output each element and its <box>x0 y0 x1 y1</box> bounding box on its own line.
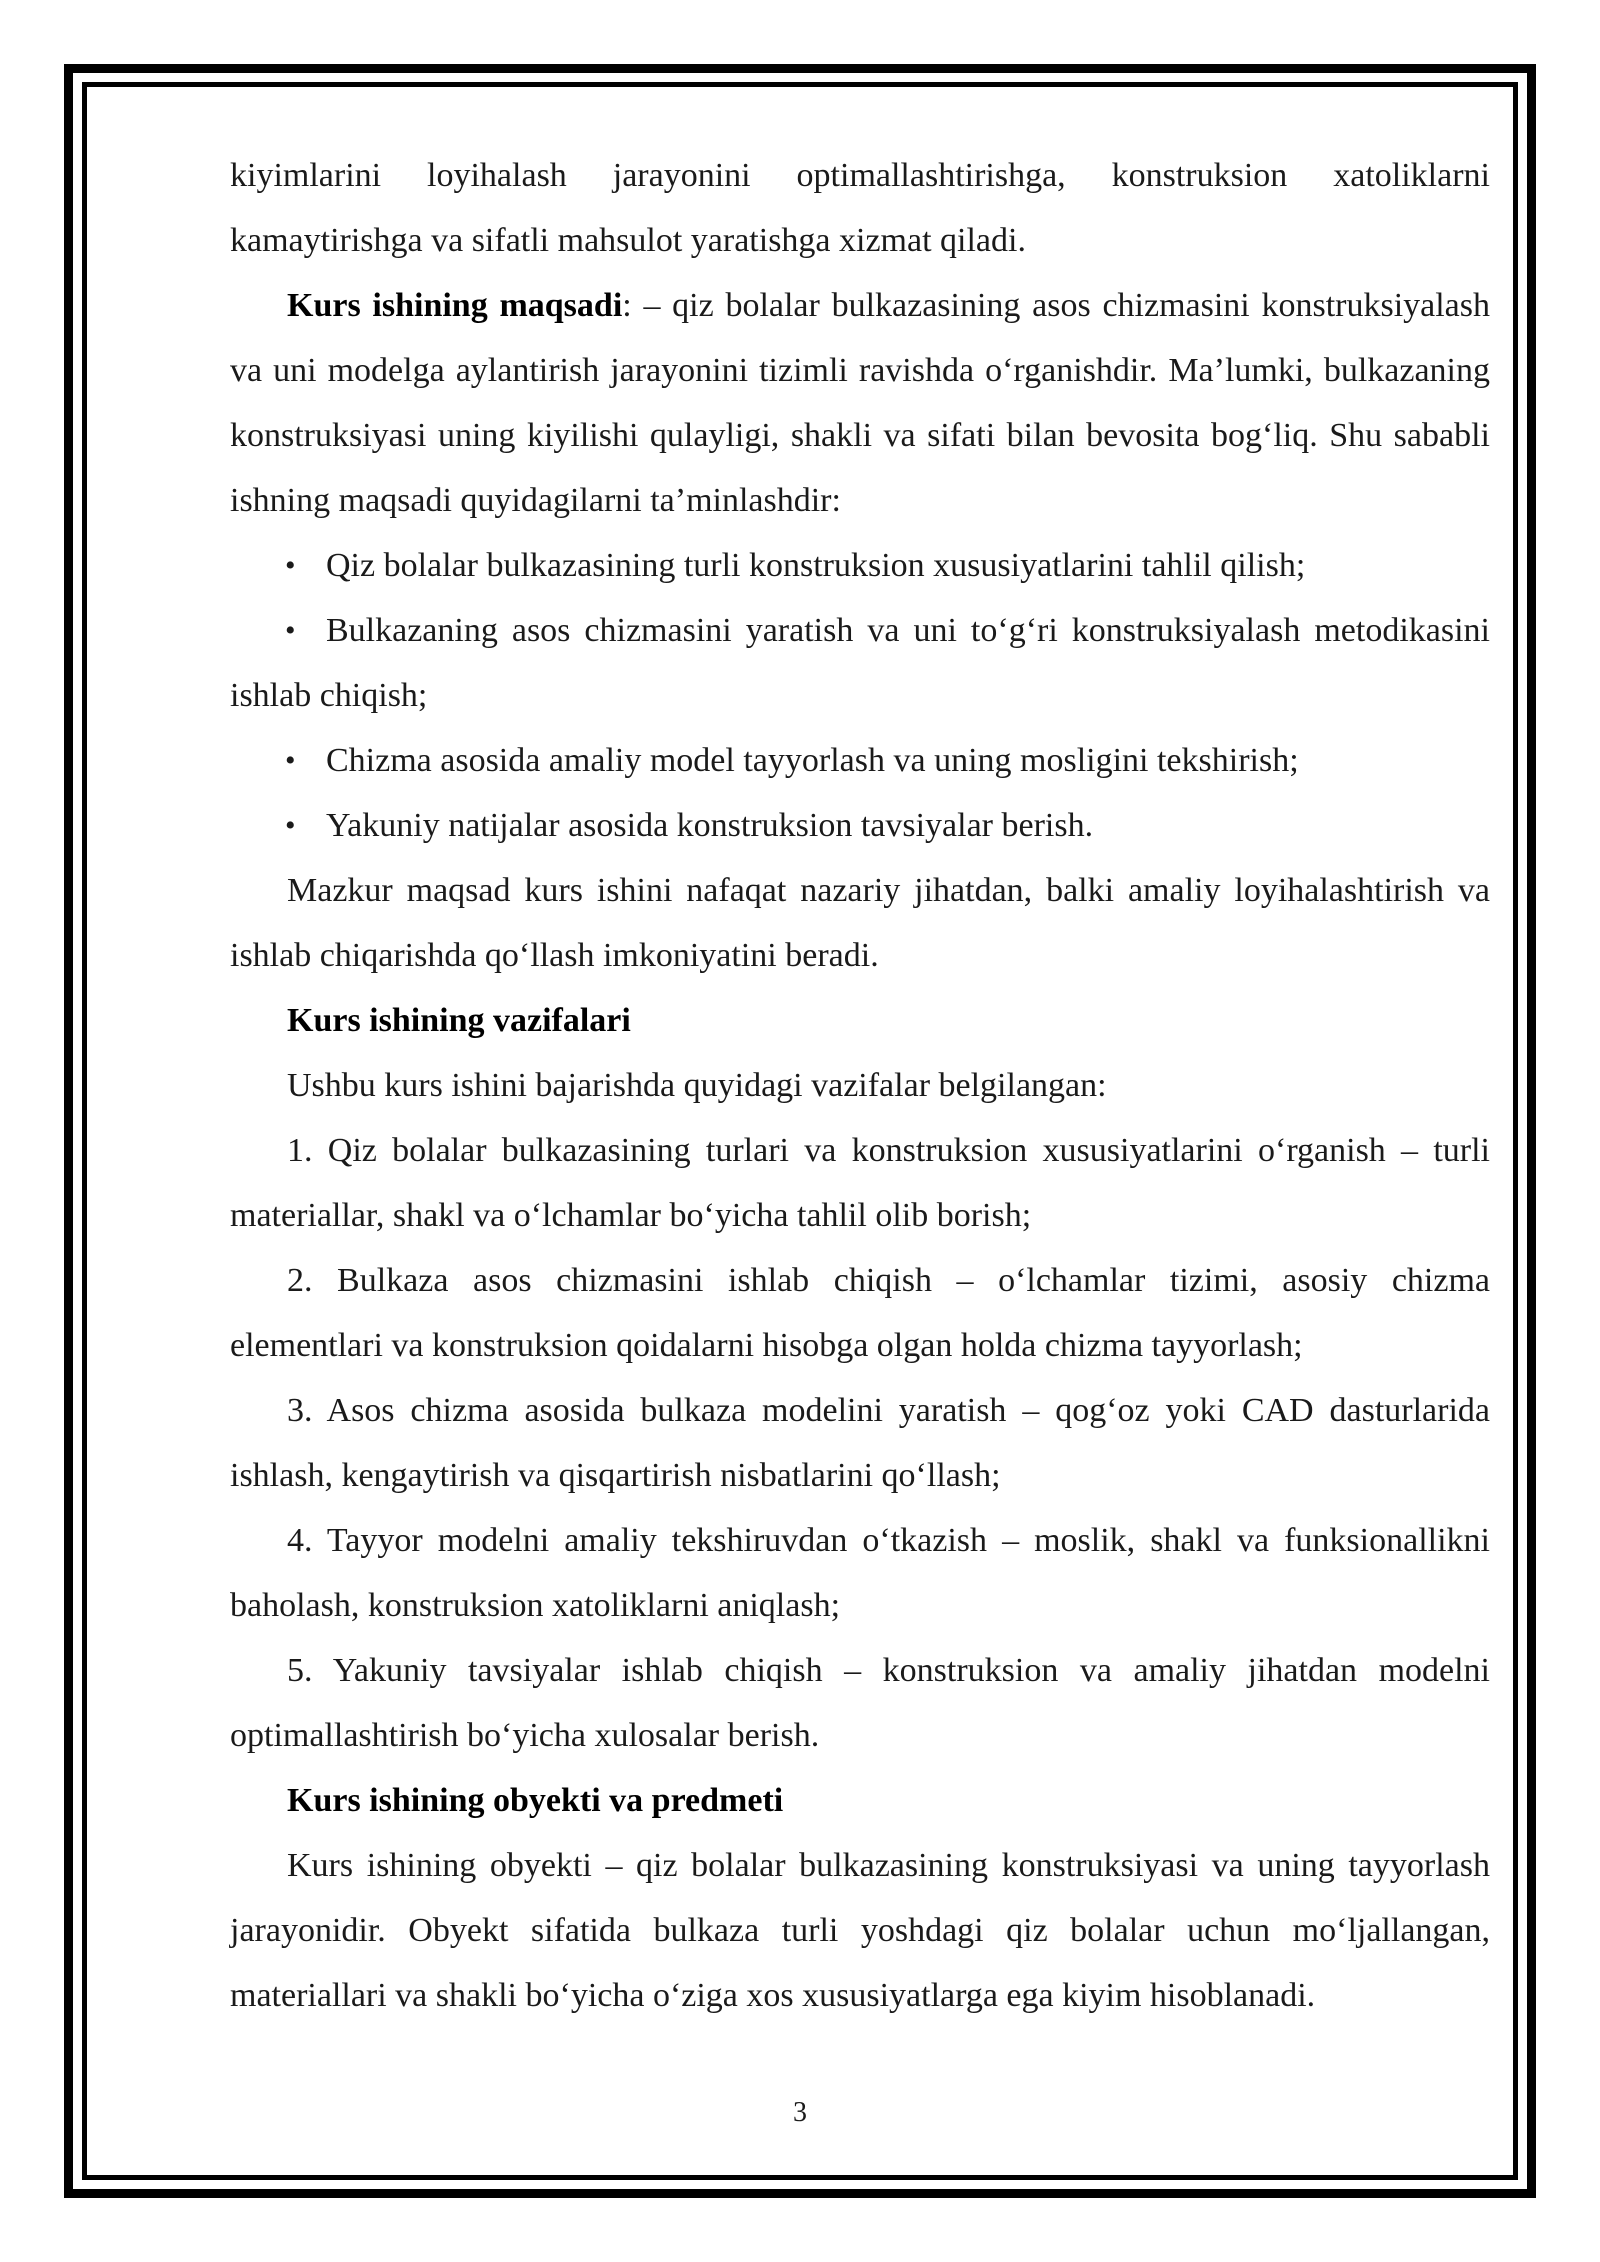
goal-bullet-item: • Qiz bolalar bulkazasining turli konstruksion xususiyatlarini tahlil qilish; <box>230 533 1490 598</box>
document-body <box>230 143 1490 2028</box>
paragraph-goal <box>230 273 1490 533</box>
paragraph-goal-summary: Mazkur maqsad kurs ishini nafaqat nazariy jihatdan, balki amaliy loyihalashtirish va ishlab chiqarishda qo‘llash imkoniyatini beradi. <box>230 872 1490 974</box>
tasks-heading <box>230 988 1490 1053</box>
goal-text: : – qiz bolalar bulkazasining asos chizmasini konstruksiyalash va uni modelga aylantirish jarayonini tizimli ravishda o‘rganishdir. Ma’lumki, bulkazaning konstruksiyasi uning kiyilishi qulayligi, shakli va sifati bilan bevosita bog‘liq. Shu sababli ishning maqsadi quyidagilarni ta’minlashdir: <box>230 287 1490 519</box>
goal-bullet-item: • Bulkazaning asos chizmasini yaratish va uni to‘g‘ri konstruksiyalash metodikasini ishlab chiqish; <box>230 598 1490 728</box>
task-item: 4. Tayyor modelni amaliy tekshiruvdan o‘tkazish – moslik, shakl va funksionallikni baholash, konstruksion xatoliklarni aniqlash; <box>230 1522 1490 1624</box>
object-heading-text: Kurs ishining obyekti va predmeti <box>287 1782 784 1819</box>
task-item: 3. Asos chizma asosida bulkaza modelini yaratish – qog‘oz yoki CAD dasturlarida ishlash, kengaytirish va qisqartirish nisbatlarini qo‘llash; <box>230 1392 1490 1494</box>
goal-bullet-item: • Chizma asosida amaliy model tayyorlash va uning mosligini tekshirish; <box>230 728 1490 793</box>
paragraph-tasks-intro: Ushbu kurs ishini bajarishda quyidagi vazifalar belgilangan: <box>287 1067 1107 1104</box>
task-item: 2. Bulkaza asos chizmasini ishlab chiqish – o‘lchamlar tizimi, asosiy chizma elementlari va konstruksion qoidalarni hisobga olgan holda chizma tayyorlash; <box>230 1262 1490 1364</box>
page-number: 3 <box>793 2097 807 2128</box>
task-item: 5. Yakuniy tavsiyalar ishlab chiqish – konstruksion va amaliy jihatdan modelni optimallashtirish bo‘yicha xulosalar berish. <box>230 1652 1490 1754</box>
paragraph-object: Kurs ishining obyekti – qiz bolalar bulkazasining konstruksiyasi va uning tayyorlash jarayonidir. Obyekt sifatida bulkaza turli yoshdagi qiz bolalar uchun mo‘ljallangan, materiallari va shakli bo‘yicha o‘ziga xos xususiyatlarga ega kiyim hisoblanadi. <box>230 1847 1490 2014</box>
paragraph-intro-continuation: kiyimlarini loyihalash jarayonini optimallashtirishga, konstruksion xatoliklarni kamaytirishga va sifatli mahsulot yaratishga xizmat qiladi. <box>230 157 1490 259</box>
object-heading <box>230 1768 1490 1833</box>
task-item: 1. Qiz bolalar bulkazasining turlari va konstruksion xususiyatlarini o‘rganish – turli materiallar, shakl va o‘lchamlar bo‘yicha tahlil olib borish; <box>230 1132 1490 1234</box>
goal-bullet-item: • Yakuniy natijalar asosida konstruksion tavsiyalar berish. <box>230 793 1490 858</box>
tasks-heading-text: Kurs ishining vazifalari <box>287 1002 631 1039</box>
goal-heading: Kurs ishining maqsadi <box>287 287 623 324</box>
